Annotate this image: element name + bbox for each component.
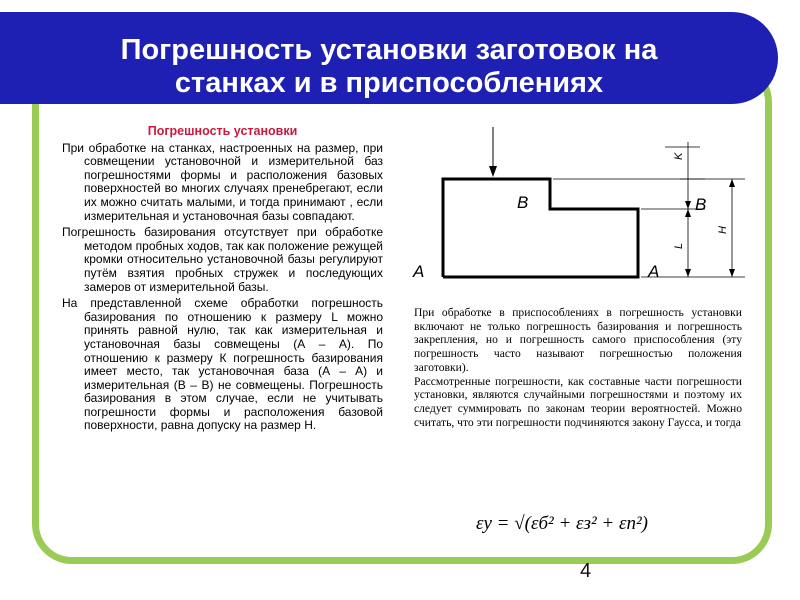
section-heading: Погрешность установки — [147, 124, 298, 138]
label-k: K — [673, 152, 685, 160]
label-b-right: B — [695, 195, 707, 214]
paragraph-1 — [62, 142, 383, 224]
paragraph-1-text: При обработке на станках, настроенных на размер, при совмещении установочной и измерительной баз погрешностями формы и расположения базовых поверхностей во многих случаях пренебрегают, если их можно считать малыми, и тогда принимают , если измерительная и установочная базы совпадают. — [62, 140, 383, 223]
dim-l-arrow-top — [685, 209, 691, 217]
slide-title — [0, 34, 778, 100]
dim-k-arrow — [685, 201, 691, 209]
right-paragraph-2: Рассмотренные погрешности, как составные части погрешности установки, являются случайными погрешностями и поэтому их следует суммировать по законам теории вероятностей. Можно считать, что эти погрешности подчиняются закону Гаусса, и тогда — [414, 374, 742, 429]
paragraph-2 — [62, 226, 383, 294]
label-a-left: A — [413, 262, 425, 281]
dim-h-arrow-bottom — [729, 269, 735, 277]
label-b-left: B — [517, 193, 529, 212]
title-line-1: Погрешность установки заготовок на — [120, 34, 658, 66]
formula-text: εу = √(εб² + εз² + εп²) — [476, 513, 648, 534]
title-bar — [0, 12, 778, 104]
machining-diagram — [405, 122, 750, 294]
tool-arrow-head — [489, 166, 497, 177]
label-a-right: A — [648, 262, 660, 281]
right-paragraph-1: При обработке в приспособлениях в погрешность установки включают не только погрешность базирования и погрешность закрепления, но и погрешность самого приспособления (эту погрешность часто называют погрешностью положения заготовки). — [414, 306, 742, 374]
dim-l-arrow-bottom — [685, 269, 691, 277]
workpiece-outline — [443, 179, 638, 277]
slide-number: 4 — [580, 560, 592, 582]
right-text-block — [414, 306, 742, 429]
paragraph-3 — [62, 297, 383, 433]
left-column — [62, 125, 383, 436]
title-line-2: станках и в приспособлениях — [174, 67, 604, 99]
label-l: L — [673, 242, 685, 249]
gauss-formula — [470, 497, 680, 547]
paragraph-3-text: На представленной схеме обработки погрешность базирования по отношению к размеру L можно принять равной нулю, так как измерительная и установочная базы совмещены (А – А). По отношению к размеру К погрешность базирования имеет место, так установочная база (А – А) и измерительная (В – В) не совмещены. Погрешность базирования в этом случае, если не учитывать погрешности формы и расположения базовой поверхности, равна допуску на размер Н. — [62, 296, 383, 433]
paragraph-2-text: Погрешность базирования отсутствует при обработке методом пробных ходов, так как положение режущей кромки относительно установочной базы регулируют путём взятия пробных стружек и последующих замеров от измерительной базы. — [62, 225, 383, 294]
label-h: H — [717, 226, 729, 234]
dim-h-arrow-top — [729, 179, 735, 187]
